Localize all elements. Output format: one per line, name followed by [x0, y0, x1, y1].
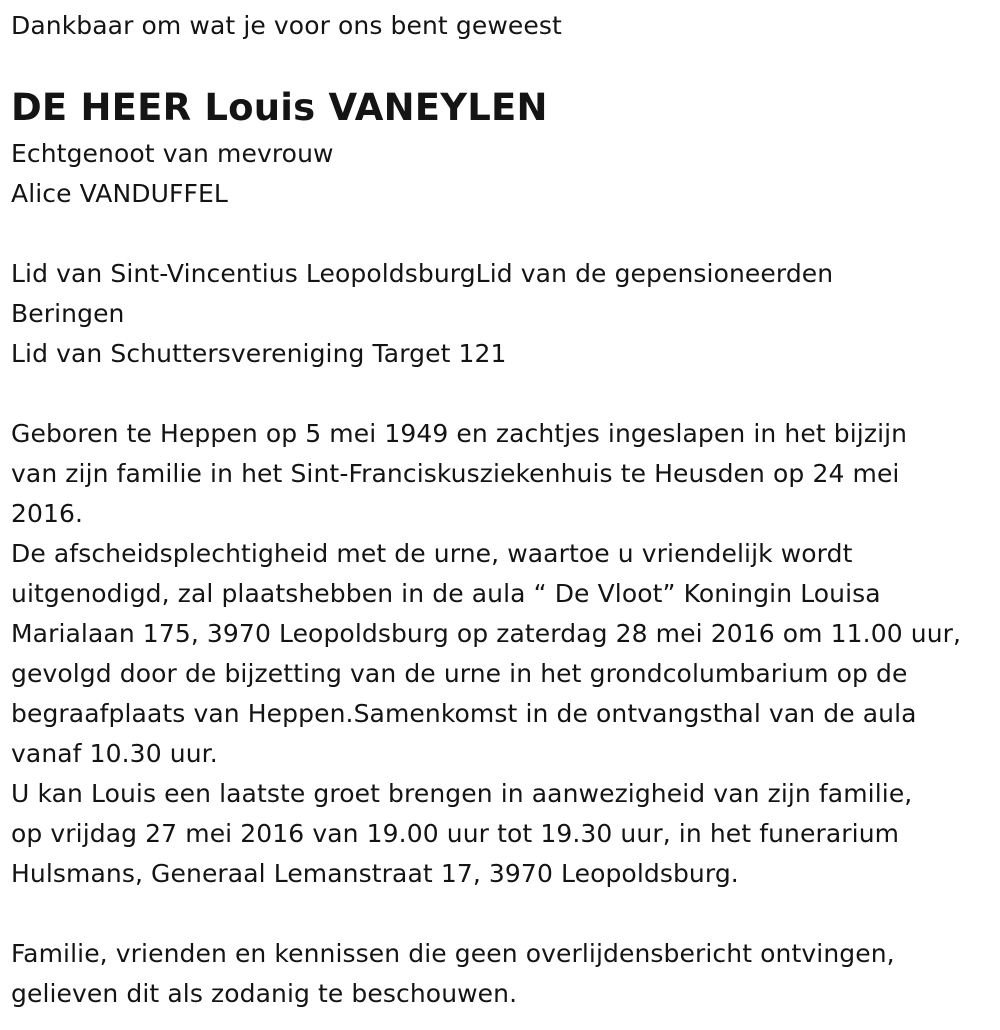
- details-block: [11, 414, 996, 894]
- details-line: begraafplaats van Heppen.Samenkomst in de ontvangsthal van de aula: [11, 699, 917, 728]
- spouse-line: Echtgenoot van mevrouw: [11, 139, 334, 168]
- obituary-notice: [11, 0, 996, 1014]
- intro-quote: Dankbaar om wat je voor ons bent geweest: [11, 11, 562, 40]
- details-line: Hulsmans, Generaal Lemanstraat 17, 3970 Leopoldsburg.: [11, 859, 739, 888]
- membership-line: Beringen: [11, 299, 125, 328]
- spouse-line: Alice VANDUFFEL: [11, 179, 228, 208]
- closing-line: gelieven dit als zodanig te beschouwen.: [11, 979, 518, 1008]
- details-line: Marialaan 175, 3970 Leopoldsburg op zaterdag 28 mei 2016 om 11.00 uur,: [11, 619, 962, 648]
- details-line: uitgenodigd, zal plaatshebben in de aula “ De Vloot” Koningin Louisa: [11, 579, 881, 608]
- details-line: 2016.: [11, 499, 84, 528]
- details-line: U kan Louis een laatste groet brengen in aanwezigheid van zijn familie,: [11, 779, 913, 808]
- paragraph-gap: [11, 374, 996, 414]
- spouse-block: [11, 134, 996, 214]
- details-line: vanaf 10.30 uur.: [11, 739, 218, 768]
- membership-line: Lid van Schuttersvereniging Target 121: [11, 339, 507, 368]
- closing-block: [11, 934, 996, 1014]
- paragraph-gap: [11, 894, 996, 934]
- details-line: gevolgd door de bijzetting van de urne in het grondcolumbarium op de: [11, 659, 908, 688]
- details-line: op vrijdag 27 mei 2016 van 19.00 uur tot 19.30 uur, in het funerarium: [11, 819, 900, 848]
- memberships-block: [11, 254, 996, 374]
- closing-line: Familie, vrienden en kennissen die geen overlijdensbericht ontvingen,: [11, 939, 895, 968]
- membership-line: Lid van Sint-Vincentius LeopoldsburgLid van de gepensioneerden: [11, 259, 834, 288]
- paragraph-gap: [11, 214, 996, 254]
- details-line: van zijn familie in het Sint-Franciskusziekenhuis te Heusden op 24 mei: [11, 459, 900, 488]
- details-line: De afscheidsplechtigheid met de urne, waartoe u vriendelijk wordt: [11, 539, 853, 568]
- details-line: Geboren te Heppen op 5 mei 1949 en zachtjes ingeslapen in het bijzijn: [11, 419, 908, 448]
- deceased-name: DE HEER Louis VANEYLEN: [11, 86, 548, 129]
